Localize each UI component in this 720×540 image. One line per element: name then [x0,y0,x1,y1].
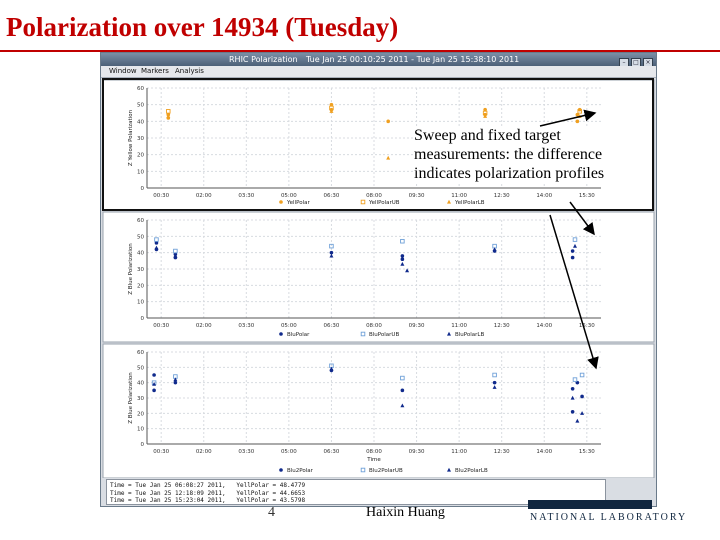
x-tick-label: 15:30 [578,449,595,455]
x-tick-label: 11:00 [451,193,468,199]
x-tick-label: 12:30 [493,449,510,455]
logo-text: NATIONAL LABORATORY [530,512,688,523]
x-tick-label: 15:30 [578,323,595,329]
x-tick-label: 03:30 [238,449,255,455]
x-tick-label: 14:00 [536,449,553,455]
legend-label: BluPolarLB [455,332,485,338]
x-tick-label: 03:30 [238,323,255,329]
y-tick-label: 10 [137,426,144,433]
page-number: 4 [268,505,275,520]
x-tick-label: 00:30 [153,323,170,329]
x-tick-label: 00:30 [153,193,170,199]
y-tick-label: 0 [140,442,144,448]
x-tick-label: 08:00 [366,193,382,199]
arrow-to-yellow [540,113,595,126]
legend-label: Blu2PolarUB [369,468,403,474]
x-tick-label: 15:30 [578,193,595,199]
x-tick-label: 02:00 [195,323,212,329]
y-tick-label: 0 [140,186,144,192]
menu-window[interactable]: Window [109,67,137,75]
y-tick-label: 50 [137,365,144,372]
status-line: Time = Tue Jan 25 12:18:09 2011, YellPolar = 44.6653 [110,489,306,497]
y-tick-label: 60 [137,350,144,356]
menu-markers[interactable]: Markers [141,67,169,75]
x-tick-label: 06:30 [323,449,340,455]
x-tick-label: 14:00 [536,323,553,329]
legend-label: YellPolarLB [455,200,485,206]
x-tick-label: 05:00 [280,449,297,455]
x-tick-label: 00:30 [153,449,170,455]
x-tick-label: 02:00 [195,193,212,199]
y-axis-label: Z Yellow Polarization [128,109,134,167]
x-tick-label: 02:00 [195,449,212,455]
x-tick-label: 06:30 [323,193,340,199]
y-tick-label: 30 [137,136,144,142]
legend-label: Blu2Polar [287,468,313,474]
close-button[interactable]: × [643,58,653,68]
y-axis-label: Z Blue Polarization [128,372,134,424]
y-tick-label: 20 [137,411,144,418]
lab-logo [520,500,688,530]
y-tick-label: 20 [137,152,144,159]
author-name: Haixin Huang [366,505,445,520]
x-tick-label: 09:30 [408,323,425,329]
x-tick-label: 12:30 [493,193,510,199]
x-axis-label: Time [367,457,381,463]
x-tick-label: 09:30 [408,449,425,455]
y-tick-label: 40 [137,119,144,126]
y-tick-label: 60 [137,218,144,224]
legend-label: YellPolar [287,200,310,206]
x-tick-label: 14:00 [536,193,553,199]
y-axis-label: Z Blue Polarization [128,243,134,295]
y-tick-label: 10 [137,169,144,176]
status-line: Time = Tue Jan 25 15:23:04 2011, YellPolar = 43.5798 [110,497,306,504]
x-tick-label: 11:00 [451,323,468,329]
legend-label: Blu2PolarLB [455,468,488,474]
status-line: Time = Tue Jan 25 06:08:27 2011, YellPolar = 48.4779 [110,482,306,489]
legend-label: BluPolar [287,332,310,338]
y-tick-label: 50 [137,102,144,109]
y-tick-label: 0 [140,316,144,322]
x-tick-label: 09:30 [408,193,425,199]
y-tick-label: 50 [137,234,144,241]
arrow-to-blue [570,202,594,234]
x-tick-label: 11:00 [451,449,468,455]
arrow-to-blue2 [550,215,596,368]
maximize-button[interactable]: □ [631,58,641,68]
y-tick-label: 20 [137,283,144,290]
annotation-text: Sweep and fixed target measurements: the difference indicates polarization profiles [414,126,639,183]
x-tick-label: 05:00 [280,323,297,329]
logo-mark [528,500,652,509]
y-tick-label: 10 [137,299,144,306]
legend-label: YellPolarUB [369,200,400,206]
y-tick-label: 30 [137,267,144,273]
legend-label: BluPolarUB [369,332,400,338]
y-tick-label: 30 [137,396,144,402]
x-tick-label: 03:30 [238,193,255,199]
y-tick-label: 40 [137,380,144,387]
x-tick-label: 06:30 [323,323,340,329]
y-tick-label: 60 [137,86,144,92]
x-tick-label: 08:00 [366,323,382,329]
minimize-button[interactable]: – [619,58,629,68]
x-tick-label: 12:30 [493,323,510,329]
x-tick-label: 05:00 [280,193,297,199]
window-time-range: Tue Jan 25 00:10:25 2011 - Tue Jan 25 15:38:10 2011 [306,55,520,64]
window-title: RHIC Polarization [229,55,298,64]
x-tick-label: 08:00 [366,449,382,455]
slide-title: Polarization over 14934 (Tuesday) [6,12,399,42]
menu-analysis[interactable]: Analysis [175,67,204,75]
y-tick-label: 40 [137,250,144,257]
